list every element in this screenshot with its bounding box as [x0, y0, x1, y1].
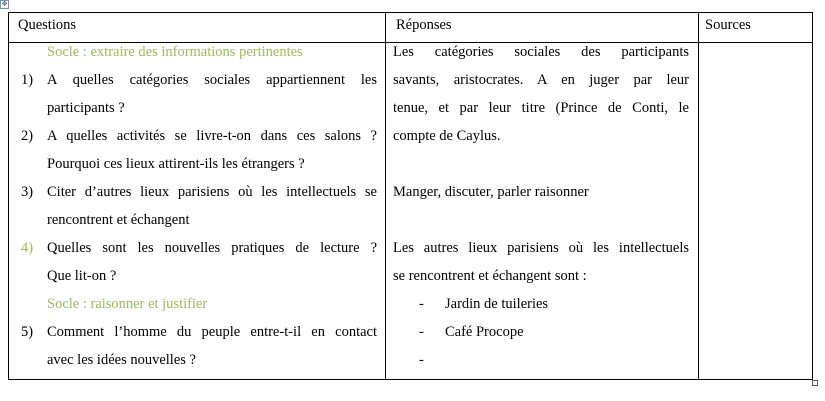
header-questions: Questions	[18, 17, 76, 33]
bullet-item: Café Procope	[445, 324, 524, 340]
question-number: 5)	[21, 324, 34, 340]
answer-text: tenue, et par leur titre (Prince de Conti, le	[393, 100, 689, 116]
question-text: Quelles sont les nouvelles pratiques de lecture ?	[47, 240, 377, 256]
answer-text: Les autres lieux parisiens où les intellectuels	[393, 240, 689, 256]
question-text: avec les idées nouvelles ?	[47, 352, 196, 368]
answer-text: savants, aristocrates. A en juger par leur	[393, 72, 689, 88]
answer-text: compte de Caylus.	[393, 128, 501, 144]
table-resize-handle[interactable]	[812, 380, 818, 386]
bullet-dash: -	[419, 352, 424, 368]
questions-table	[8, 12, 813, 380]
socle-label: Socle : raisonner et justifier	[47, 296, 208, 312]
bullet-dash: -	[419, 296, 424, 312]
question-text: participants ?	[47, 100, 125, 116]
question-text: Que lit-on ?	[47, 268, 117, 284]
answer-text: Les catégories sociales des participants	[393, 44, 689, 60]
question-number: 2)	[21, 128, 34, 144]
table-move-handle[interactable]: ✥	[1, 0, 8, 8]
bullet-item: Jardin de tuileries	[445, 296, 549, 312]
answer-text: se rencontrent et échangent sont :	[393, 268, 587, 284]
bullet-dash: -	[419, 324, 424, 340]
header-reponses: Réponses	[396, 17, 452, 33]
socle-label: Socle : extraire des informations pertinentes	[47, 44, 303, 60]
question-text: rencontrent et échangent	[47, 212, 190, 228]
question-text: Comment l’homme du peuple entre-t-il en contact	[47, 324, 377, 340]
question-text: Pourquoi ces lieux attirent-ils les étrangers ?	[47, 156, 305, 172]
question-text: A quelles activités se livre-t-on dans ces salons ?	[47, 128, 377, 144]
question-text: A quelles catégories sociales appartiennent les	[47, 72, 377, 88]
question-number: 1)	[21, 72, 34, 88]
column-divider	[385, 13, 386, 379]
question-text: Citer d’autres lieux parisiens où les intellectuels se	[47, 184, 377, 200]
answer-text: Manger, discuter, parler raisonner	[393, 184, 589, 200]
question-number: 4)	[21, 240, 34, 256]
header-sources: Sources	[705, 17, 751, 33]
question-number: 3)	[21, 184, 34, 200]
sources-cell[interactable]	[699, 43, 812, 379]
